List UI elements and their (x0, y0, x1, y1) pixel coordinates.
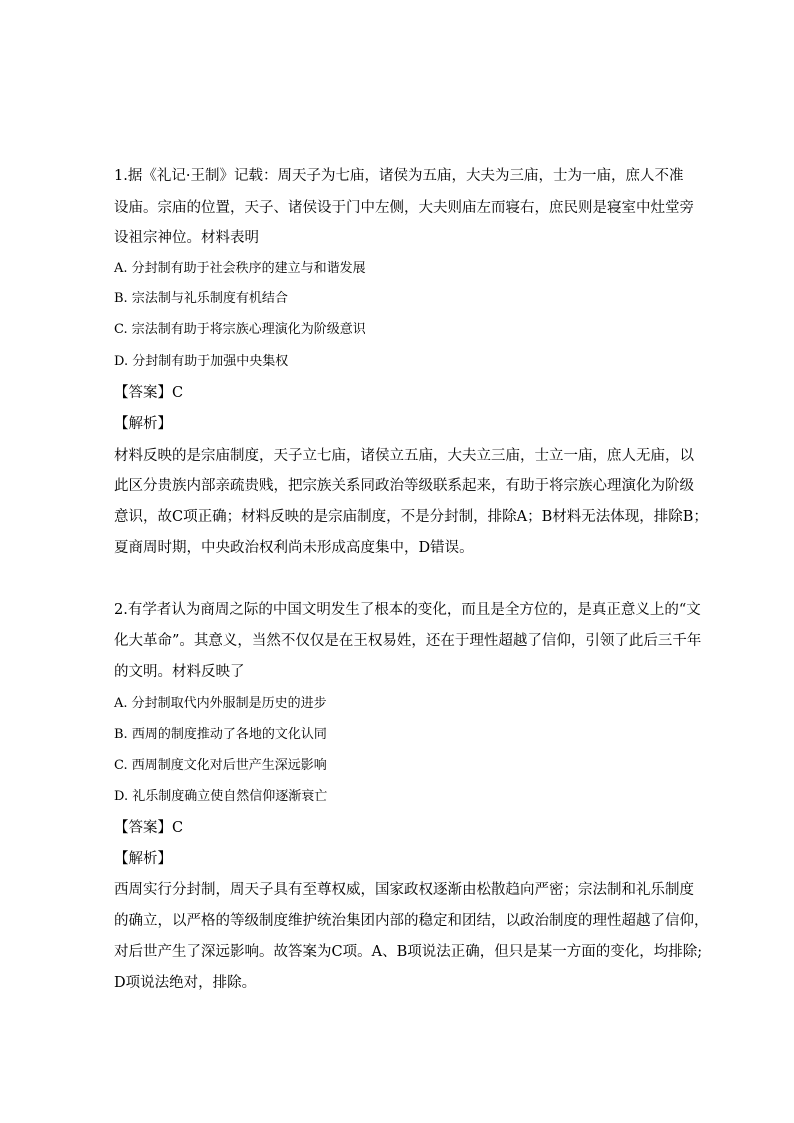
q1-analysis-label: 【解析】 (114, 416, 172, 432)
q2-option-c: C. 西周制度文化对后世产生深远影响 (114, 758, 327, 773)
q1-stem-line-2: 设庙。宗庙的位置，天子、诸侯设于门中左侧，大夫则庙左而寝右，庶民则是寝室中灶堂旁 (114, 200, 694, 216)
q1-analysis-line-2: 此区分贵族内部亲疏贵贱，把宗族关系同政治等级联系起来，有助于将宗族心理演化为阶级 (114, 478, 694, 494)
q1-option-c: C. 宗法制有助于将宗族心理演化为阶级意识 (114, 322, 366, 337)
q2-analysis-line-3: 对后世产生了深远影响。故答案为C项。A、B项说法正确，但只是某一方面的变化，均排除; (114, 944, 703, 960)
q1-stem-line-3: 设祖宗神位。材料表明 (114, 230, 259, 246)
q2-option-b: B. 西周的制度推动了各地的文化认同 (114, 727, 327, 742)
q2-stem-line-1: 2.有学者认为商周之际的中国文明发生了根本的变化，而且是全方位的，是真正意义上的“文 (114, 602, 701, 618)
q2-analysis-label: 【解析】 (114, 851, 172, 867)
q1-analysis-line-1: 材料反映的是宗庙制度，天子立七庙，诸侯立五庙，大夫立三庙，士立一庙，庶人无庙，以 (114, 448, 694, 464)
q1-analysis-line-4: 夏商周时期，中央政治权利尚未形成高度集中，D错误。 (114, 540, 474, 556)
q2-analysis-line-4: D项说法绝对，排除。 (114, 975, 257, 991)
q2-stem-line-3: 的文明。材料反映了 (114, 664, 245, 680)
q2-option-d: D. 礼乐制度确立使自然信仰逐渐衰亡 (114, 789, 328, 804)
q2-analysis-line-1: 西周实行分封制，周天子具有至尊权威，国家政权逐渐由松散趋向严密；宗法制和礼乐制度 (114, 882, 694, 898)
document-title (0, 134, 794, 152)
q1-option-b: B. 宗法制与礼乐制度有机结合 (114, 291, 288, 306)
q2-stem-line-2: 化大革命”。其意义，当然不仅仅是在王权易姓，还在于理性超越了信仰，引领了此后三千年 (114, 633, 702, 649)
q1-stem-line-1: 1.据《礼记·王制》记载：周天子为七庙，诸侯为五庙，大夫为三庙，士为一庙，庶人不准 (114, 168, 684, 184)
q1-option-a: A. 分封制有助于社会秩序的建立与和谐发展 (114, 261, 366, 276)
q2-answer: 【答案】C (114, 820, 184, 836)
q2-analysis-line-2: 的确立，以严格的等级制度维护统治集团内部的稳定和团结，以政治制度的理性超越了信仰， (114, 913, 709, 929)
q2-option-a: A. 分封制取代内外服制是历史的进步 (114, 696, 327, 711)
q1-answer: 【答案】C (114, 385, 184, 401)
q1-analysis-line-3: 意识，故C项正确；材料反映的是宗庙制度，不是分封制，排除A；B材料无法体现，排除B； (114, 509, 708, 525)
q1-option-d: D. 分封制有助于加强中央集权 (114, 354, 289, 369)
